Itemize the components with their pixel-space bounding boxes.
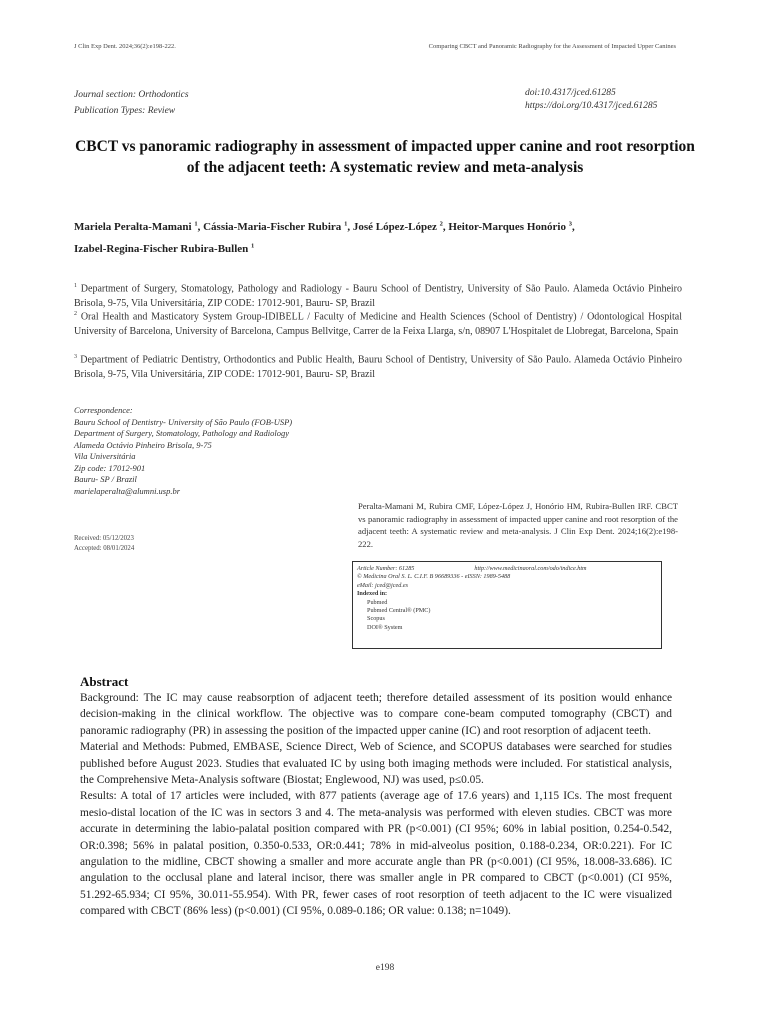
abstract-background: Background: The IC may cause reabsorption of adjacent teeth; therefore detailed assessment of its position would enhance decision-making in the clinical workflow. The objective was to compare cone-beam computed tomography (CBCT) and panoramic radiography (PR) in assessing the position of the impacted upper canine (IC) and root resorption of adjacent teeth.: [80, 692, 672, 737]
doi: doi:10.4317/jced.61285: [525, 88, 616, 98]
correspondence-line: Bauru School of Dentistry- University of São Paulo (FOB-USP): [74, 416, 293, 427]
abstract-results: Results: A total of 17 articles were included, with 877 patients (average age of 17.6 years) and 1,115 ICs. The most frequent mesio-distal location of the IC was in sectors 3 and 4. The meta-analysis was performed with eleven studies. CBCT was more accurate in determining the labio-palatal position compared with PR (p<0.001) (CI 95%; 60% in labial position, 0.254-0.542, OR:0.398; 56% in palatal position, 0.350-0.533, OR:0.441; 78% in mid-alveolus position, 0.188-0.234, OR:0.221). For IC angulation to the midline, CBCT showing a smaller and more accurate angle than PR (p<0.001) (CI 95%, 18.008-33.686). IC angulation to the occlusal plane and lateral incisor, there was smaller angle in PR compared to CBCT (p<0.001) (CI 95%, 51.292-65.934; CI 95%, 30.011-55.954). With PR, fewer cases of root resorption of teeth adjacent to the IC were visualized compared with CBCT (86% less) (p<0.001) (CI 95%, 0.089-0.186; OR value: 0.138; n=1049).: [80, 790, 672, 918]
author: Heitor-Marques Honório $^3$,: [448, 220, 575, 233]
publication-type: Publication Types: Review: [74, 106, 176, 116]
author: Izabel-Regina-Fischer Rubira-Bullen $^1$: [74, 242, 255, 256]
correspondence-block: [74, 405, 292, 497]
journal-email[interactable]: eMail: jced@jced.es: [357, 581, 409, 589]
received-date: Received: 05/12/2023: [74, 535, 134, 542]
abstract-body: [80, 690, 672, 920]
affiliation-3: $^3$ Department of Pediatric Dentistry, Orthodontics and Public Health, Bauru School of Dentistry, University of São Paulo. Alameda Octávio Pinheiro Brisola, 9-75, Vila Universitária, ZIP CODE: 17012-901, Bauru- SP, Brazil: [74, 354, 682, 381]
index-item: Pubmed: [367, 598, 388, 606]
journal-section: Journal section: Orthodontics: [74, 90, 189, 100]
correspondence-email[interactable]: marielaperalta@alumni.usp.br: [74, 485, 181, 496]
article-info-box: [352, 561, 662, 649]
running-title: Comparing CBCT and Panoramic Radiography for the Assessment of Impacted Upper Canines: [428, 43, 676, 50]
correspondence-line: Alameda Octávio Pinheiro Brisola, 9-75: [74, 439, 212, 450]
article-title: CBCT vs panoramic radiography in assessment of impacted upper canine and root resorption of the adjacent teeth: A systematic review and meta-analysis: [75, 138, 695, 176]
accepted-date: Accepted: 08/01/2024: [74, 545, 135, 552]
correspondence-line: Zip code: 17012-901: [74, 462, 146, 473]
article-number: Article Number: 61285: [357, 565, 415, 572]
section-meta: [74, 87, 189, 119]
author: José López-López $^2$,: [352, 220, 449, 233]
dates-block: [74, 534, 134, 554]
page-number: e198: [375, 963, 395, 973]
author: Cássia-Maria-Fischer Rubira $^1$,: [203, 220, 353, 233]
copyright: © Medicina Oral S. L. C.I.F. B 96689336 - eISSN: 1989-5488: [357, 573, 511, 581]
author: Mariela Peralta-Mamani $^1$,: [74, 220, 204, 233]
journal-url[interactable]: http://www.medicinaoral.com/odo/indice.htm: [474, 565, 587, 572]
abstract-heading: Abstract: [80, 674, 129, 689]
abstract-methods: Material and Methods: Pubmed, EMBASE, Science Direct, Web of Science, and SCOPUS databases were searched for studies published before August 2023. Studies that evaluated IC by using both imaging methods were included. For statistical analysis, the Comprehensive Meta-Analysis software (Biostat; Englewood, NJ) was used, p≤0.05.: [80, 741, 672, 787]
citation: Peralta-Mamani M, Rubira CMF, López-López J, Honório HM, Rubira-Bullen IRF. CBCT vs panoramic radiography in assessment of impacted upper canine and root resorption of the adjacent teeth: A systematic review and meta-analysis. J Clin Exp Dent. 2024;16(2):e198-222.: [358, 501, 678, 549]
correspondence-label: Correspondence:: [74, 405, 133, 415]
index-item: Pubmed Central® (PMC): [367, 607, 431, 615]
correspondence-line: Bauru- SP / Brazil: [74, 474, 137, 484]
affiliation-1: $^1$ Department of Surgery, Stomatology, Pathology and Radiology - Bauru School of Dentistry, University of São Paulo. Alameda Octávio Pinheiro Brisola, 9-75, Vila Universitária, ZIP CODE: 17012-901, Bauru- SP, Brazil: [74, 283, 683, 310]
doi-link[interactable]: https://doi.org/10.4317/jced.61285: [525, 101, 658, 111]
author-list: [74, 214, 694, 259]
correspondence-line: Vila Universitária: [74, 451, 136, 461]
index-item: Scopus: [367, 615, 385, 623]
journal-reference: J Clin Exp Dent. 2024;36(2):e198-222.: [74, 43, 176, 50]
indexed-label: Indexed in:: [357, 590, 388, 598]
index-item: DOI® System: [367, 623, 403, 631]
affiliation-2: $^2$ Oral Health and Masticatory System Group-IDIBELL / Faculty of Medicine and Health Sciences (School of Dentistry) / Odontological Hospital University of Barcelona, University of Barcelona, Campus Bellvitge, Carrer de la Feixa Llarga, s/n, 08907 L'Hospitalet de Llobregat, Barcelona, Spain: [74, 311, 682, 338]
doi-block: [525, 87, 657, 113]
correspondence-line: Department of Surgery, Stomatology, Pathology and Radiology: [74, 428, 289, 438]
